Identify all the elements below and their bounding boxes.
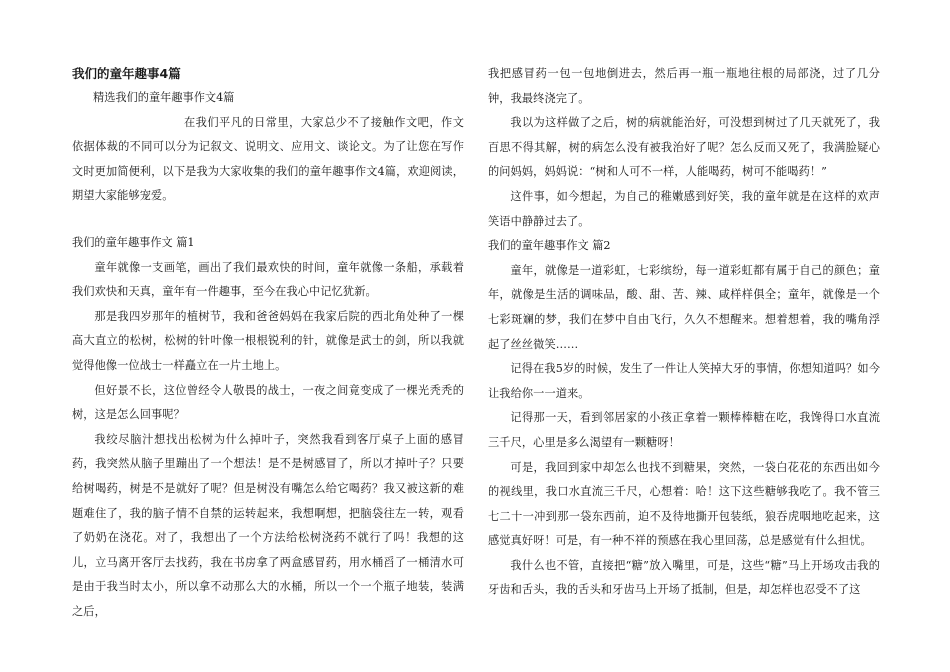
essay2-paragraph-4: 可是，我回到家中却怎么也找不到糖果，突然，一袋白花花的东西出如今的视线里，我口水直流三千尺，心想着：哈！这下这些糖够我吃了。我不管三七二十一冲到那一袋东西前，迫不及待地撕开包装纸，狼吞虎咽地吃起来，这感觉真好呀！可是，有一种不祥的预感在我心里回荡，总是感觉有什么担忧。 [488, 460, 880, 548]
document-subtitle: 精选我们的童年趣事作文4篇 [93, 91, 235, 104]
page-title: 我们的童年趣事4篇 [72, 66, 181, 81]
essay1-paragraph-1: 童年就像一支画笔，画出了我们最欢快的时间，童年就像一条船，承载着我们欢快和天真，童年有一件趣事，至今在我心中记忆犹新。 [72, 260, 464, 299]
essay1-paragraph-4: 我绞尽脑汁想找出松树为什么掉叶子，突然我看到客厅桌子上面的感冒药，我突然从脑子里蹦出了一个想法！是不是树感冒了，所以才掉叶子？只要给树喝药，树是不是就好了呢？但是树没有嘴怎么给它喝药？我又被这新的难题难住了，我的脑子情不自禁的运转起来，我想啊想，把脑袋往左一转，观看了奶奶在浇花。对了，我想出了一个方法给松树浇药不就行了吗！我想的这儿，立马离开客厅去找药，我在书房拿了两盒感冒药，用水桶舀了一桶清水可是由于我当时太小，所以拿不动那么大的水桶，所以一个一个瓶子地装，装满之后， [72, 432, 464, 618]
essay1-paragraph-5: 我以为这样做了之后，树的病就能治好，可没想到树过了几天就死了，我百思不得其解，树的病怎么没有被我治好了呢？怎么反而又死了，我满脸疑心的问妈妈，妈妈说：“树和人可不一样，人能喝药，树可不能喝药！” [488, 116, 880, 179]
essay1-paragraph-2: 那是我四岁那年的植树节，我和爸爸妈妈在我家后院的西北角处种了一棵高大直立的松树，松树的针叶像一根根锐利的针，就像是武士的剑，所以我就觉得他像一位战士一样矗立在一片土地上。 [72, 309, 464, 372]
left-column [72, 62, 464, 624]
essay1-paragraph-4-continued: 我把感冒药一包一包地倒进去，然后再一瓶一瓶地往根的局部浇，过了几分钟，我最终浇完了。 [488, 67, 880, 105]
essay2-paragraph-1: 童年，就像是一道彩虹，七彩缤纷，每一道彩虹都有属于自己的颜色；童年，就像是生活的调味品，酸、甜、苦、辣、咸样样俱全；童年，就像是一个七彩斑斓的梦，我们在梦中自由飞行，久久不想醒来。想着想着，我的嘴角浮起了丝丝微笑…… [488, 263, 880, 351]
section-spacer [72, 209, 464, 231]
essay2-paragraph-5: 我什么也不管，直接把“糖”放入嘴里，可是，这些“糖”马上开场攻击我的牙齿和舌头，我的舌头和牙齿马上开场了抵制，但是，却怎样也忍受不了这 [488, 558, 880, 597]
essay1-paragraph-3: 但好景不长，这位曾经令人敬畏的战士，一夜之间竟变成了一棵光秃秃的树，这是怎么回事呢？ [72, 383, 464, 422]
essay1-heading: 我们的童年趣事作文 篇1 [72, 235, 195, 249]
essay2-paragraph-2: 记得在我5岁的时候，发生了一件让人笑掉大牙的事情，你想知道吗？如今让我给你一一道来。 [488, 362, 880, 400]
essay1-paragraph-6: 这件事，如今想起，为自己的稚嫩感到好笑，我的童年就是在这样的欢声笑语中静静过去了。 [488, 189, 880, 228]
right-column [488, 62, 880, 603]
essay2-paragraph-3: 记得那一天，看到邻居家的小孩正拿着一颗棒棒糖在吃，我馋得口水直流三千尺，心里是多么渴望有一颗糖呀！ [488, 411, 880, 449]
intro-paragraph: 在我们平凡的日常里，大家总少不了接触作文吧，作文依据体裁的不同可以分为记叙文、说明文、应用文、谈论文。为了让您在写作文时更加简便利，以下是我为大家收集的我们的童年趣事作文4篇，欢迎阅读，期望大家能够宠爱。 [72, 115, 464, 203]
essay2-heading: 我们的童年趣事作文 篇2 [488, 239, 611, 253]
